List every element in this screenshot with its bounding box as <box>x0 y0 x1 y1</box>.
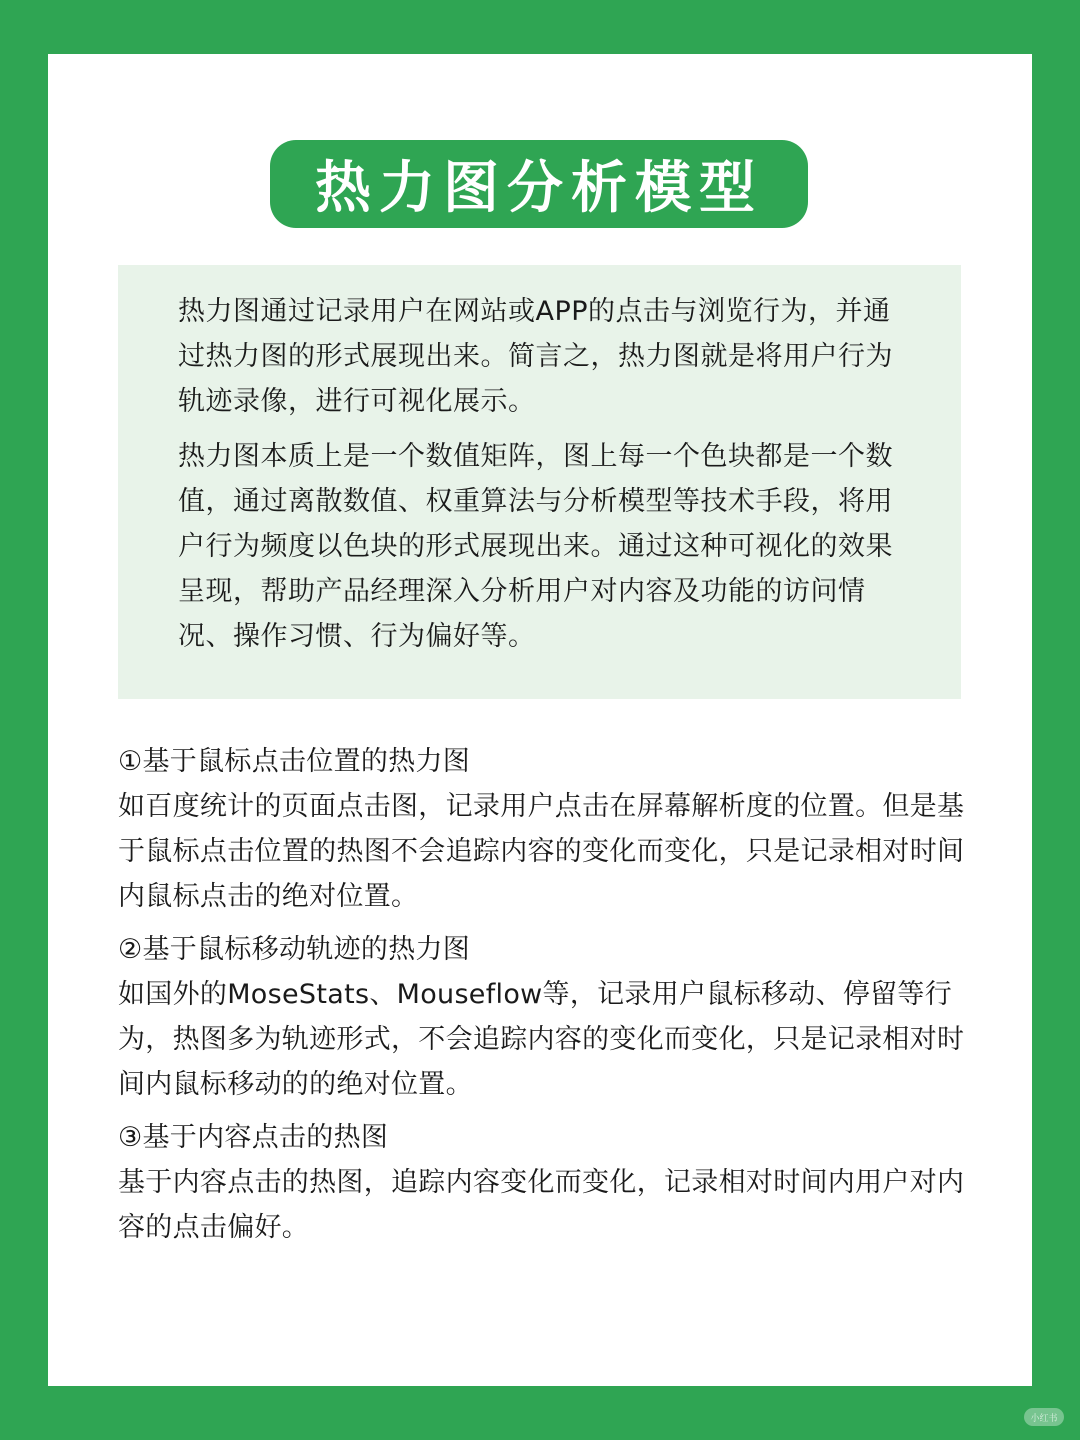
section-body: 基于内容点击的热图，追踪内容变化而变化，记录相对时间内用户对内容的点击偏好。 <box>118 1167 965 1243</box>
section-heading: ③基于内容点击的热图 <box>118 1122 389 1153</box>
watermark-logo: 小红书 <box>1024 1408 1064 1426</box>
section-content-click <box>118 1115 978 1250</box>
content-card <box>48 54 1032 1386</box>
intro-paragraph: 热力图通过记录用户在网站或APP的点击与浏览行为，并通过热力图的形式展现出来。简言之，热力图就是将用户行为轨迹录像，进行可视化展示。 <box>178 296 893 417</box>
section-body: 如百度统计的页面点击图，记录用户点击在屏幕解析度的位置。但是基于鼠标点击位置的热图不会追踪内容的变化而变化，只是记录相对时间内鼠标点击的绝对位置。 <box>118 791 965 912</box>
section-heading: ①基于鼠标点击位置的热力图 <box>118 746 471 777</box>
intro-paragraph: 热力图本质上是一个数值矩阵，图上每一个色块都是一个数值，通过离散数值、权重算法与分析模型等技术手段，将用户行为频度以色块的形式展现出来。通过这种可视化的效果呈现，帮助产品经理深入分析用户对内容及功能的访问情况、操作习惯、行为偏好等。 <box>178 441 893 652</box>
section-mouse-move <box>118 927 978 1107</box>
section-mouse-click <box>118 739 978 919</box>
section-heading: ②基于鼠标移动轨迹的热力图 <box>118 934 471 965</box>
intro-box <box>118 265 961 699</box>
sections-list <box>118 739 978 1258</box>
page-title: 热力图分析模型 <box>270 140 808 228</box>
section-body: 如国外的MoseStats、Mouseflow等，记录用户鼠标移动、停留等行为，热图多为轨迹形式，不会追踪内容的变化而变化，只是记录相对时间内鼠标移动的的绝对位置。 <box>118 979 965 1100</box>
